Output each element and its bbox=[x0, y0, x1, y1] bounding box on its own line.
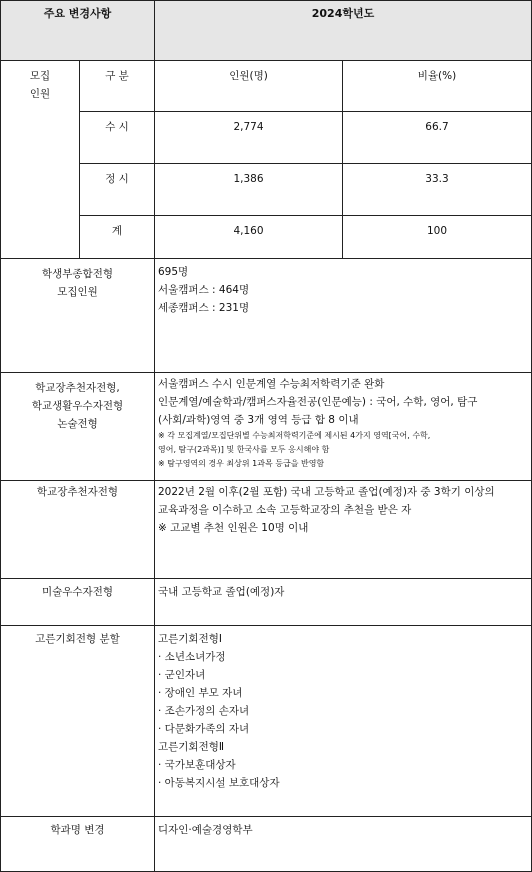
list-item: · 조손가정의 손자녀 bbox=[158, 705, 250, 717]
list-item: · 아동복지시설 보호대상자 bbox=[158, 777, 280, 789]
list-item: · 군인자녀 bbox=[158, 669, 206, 681]
row-ratio: 33.3 bbox=[343, 164, 532, 216]
row-count: 1,386 bbox=[155, 164, 343, 216]
dept-name-row bbox=[1, 817, 532, 872]
row-ratio: 66.7 bbox=[343, 112, 532, 164]
art-label: 미술우수자전형 bbox=[1, 579, 155, 626]
student-record-content: 695명 서울캠퍼스 : 464명 세종캠퍼스 : 231명 bbox=[155, 259, 532, 373]
student-record-row bbox=[1, 259, 532, 373]
table-row bbox=[1, 112, 532, 164]
table-row bbox=[1, 216, 532, 259]
list-item: 고른기회전형Ⅱ bbox=[158, 741, 225, 753]
row-count: 2,774 bbox=[155, 112, 343, 164]
principal-content: 2022년 2월 이후(2월 포함) 국내 고등학교 졸업(예정)자 중 3학기 이상의 교육과정을 이수하고 소속 고등학교장의 추천을 받은 자 ※ 고교별 추천 인원은 10명 이내 bbox=[155, 481, 532, 579]
row-type: 수 시 bbox=[80, 112, 155, 164]
csat-minimum-content: 서울캠퍼스 수시 인문계열 수능최저학력기준 완화 인문계열/예술학과/캠퍼스자율전공(인문예능) : 국어, 수학, 영어, 탐구 (사회/과학)영역 중 3개 영역 등급 합 8 이내 ※ 각 모집계열/모집단위별 수능최저학력기준에 제시된 4가지 영역[국어, 수학, 영어, 탐구(2과목)] 및 한국사를 모두 응시해야 함 ※ 탐구영역의 경우 최상위 1과목 등급을 반영함 bbox=[155, 373, 532, 481]
recruit-header-row bbox=[1, 61, 532, 112]
dept-name-content: 디자인·예술경영학부 bbox=[155, 817, 532, 872]
equal-opportunity-row bbox=[1, 626, 532, 817]
principal-row bbox=[1, 481, 532, 579]
row-type: 정 시 bbox=[80, 164, 155, 216]
list-item: · 장애인 부모 자녀 bbox=[158, 687, 243, 699]
list-item: · 국가보훈대상자 bbox=[158, 759, 236, 771]
col-ratio: 비율(%) bbox=[343, 61, 532, 112]
dept-name-label: 학과명 변경 bbox=[1, 817, 155, 872]
header-row bbox=[1, 1, 532, 61]
list-item: · 소년소녀가정 bbox=[158, 651, 226, 663]
recruit-label: 모집 인원 bbox=[1, 61, 80, 259]
csat-minimum-row bbox=[1, 373, 532, 481]
student-record-label: 학생부종합전형 모집인원 bbox=[1, 259, 155, 373]
equal-opportunity-label: 고른기회전형 분할 bbox=[1, 626, 155, 817]
csat-minimum-label: 학교장추천자전형, 학교생활우수자전형 논술전형 bbox=[1, 373, 155, 481]
list-item: · 다문화가족의 자녀 bbox=[158, 723, 250, 735]
principal-label: 학교장추천자전형 bbox=[1, 481, 155, 579]
list-item: 고른기회전형Ⅰ bbox=[158, 633, 222, 645]
col-type: 구 분 bbox=[80, 61, 155, 112]
equal-opportunity-content bbox=[155, 626, 532, 817]
header-year: 2024학년도 bbox=[155, 1, 532, 61]
row-count: 4,160 bbox=[155, 216, 343, 259]
art-content: 국내 고등학교 졸업(예정)자 bbox=[155, 579, 532, 626]
art-row bbox=[1, 579, 532, 626]
header-changes: 주요 변경사항 bbox=[1, 1, 155, 61]
row-type: 계 bbox=[80, 216, 155, 259]
table-row bbox=[1, 164, 532, 216]
col-count: 인원(명) bbox=[155, 61, 343, 112]
row-ratio: 100 bbox=[343, 216, 532, 259]
